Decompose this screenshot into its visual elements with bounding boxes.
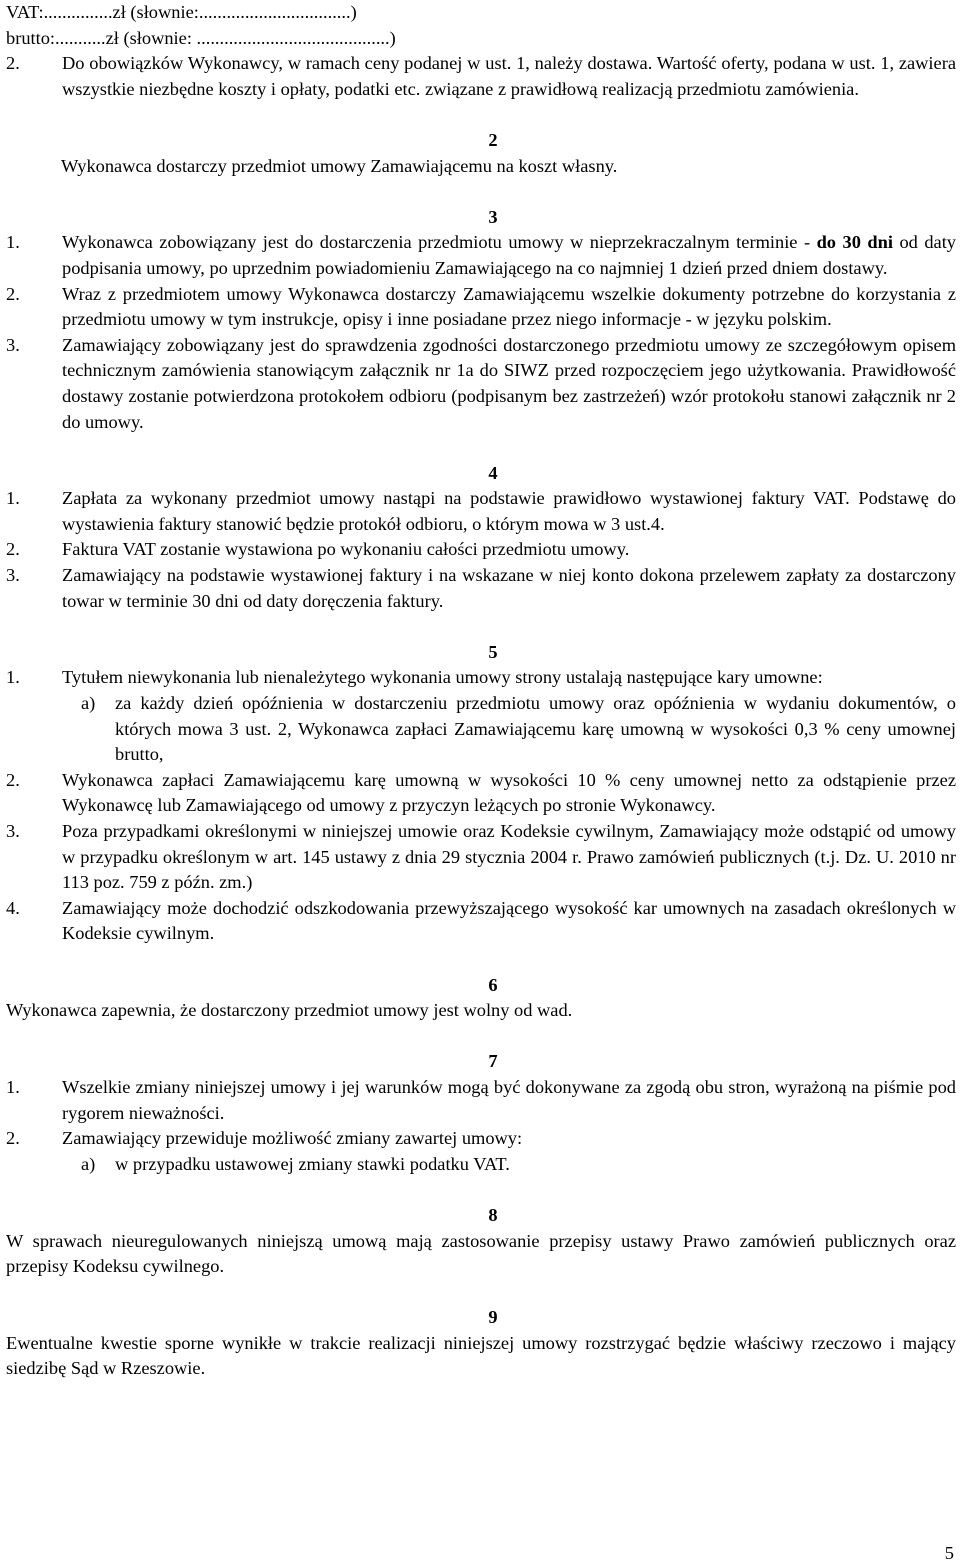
section-9-text: Ewentualne kwestie sporne wynikłe w trakcie realizacji niniejszej umowy rozstrzygać będzie właściwy rzeczowo i mający siedzibę Sąd w Rzeszowie. [6,1332,956,1379]
document-page [6,0,956,1382]
s5-item-2: 2. Wykonawca zapłaci Zamawiającemu karę umowną w wysokości 10 % ceny umownej netto za odstąpienie przez Wykonawcę lub Zamawiającego od umowy z przyczyn leżących po stronie Wykonawcy. [6,769,956,816]
s5-item-3: 3. Poza przypadkami określonymi w niniejszej umowie oraz Kodeksie cywilnym, Zamawiający może odstąpić od umowy w przypadku określonym w art. 145 ustawy z dnia 29 stycznia 2004 r. Prawo zamówień publicznych (t.j. Dz. U. 2010 nr 113 poz. 759 z późn. zm.) [6,821,956,893]
s4-item-1: 1. Zapłata za wykonany przedmiot umowy nastąpi na podstawie prawidłowo wystawionej faktury VAT. Podstawę do wystawienia faktury stanowić będzie protokół odbioru, o którym mowa w 3 ust.4. [6,488,956,534]
section-2-heading: 2 [488,129,498,150]
page-number: 5 [944,1543,954,1564]
section-4-heading: 4 [488,462,498,483]
item-text: Do obowiązków Wykonawcy, w ramach ceny podanej w ust. 1, należy dostawa. Wartość oferty, podana w ust. 1, zawiera wszystkie niezbędne koszty i opłaty, podatki etc. związane z prawidłową realizacją przedmiotu zamówienia. [62,53,956,99]
section-7-heading: 7 [488,1051,498,1072]
s4-item-3: 3. Zamawiający na podstawie wystawionej faktury i na wskazane w niej konto dokona przelewem zapłaty za dostarczony towar w terminie 30 dni od daty doręczenia faktury. [6,565,956,611]
section-2-text: Wykonawca dostarczy przedmiot umowy Zamawiającemu na koszt własny. [61,155,618,176]
s3-item-2: 2. Wraz z przedmiotem umowy Wykonawca dostarczy Zamawiającemu wszelkie dokumenty potrzebne do korzystania z przedmiotu umowy w tym instrukcje, opisy i inne posiadane przez niego informacje - w języku polskim. [6,283,956,330]
s5-item-1-sub-a: a) za każdy dzień opóźnienia w dostarczeniu przedmiotu umowy oraz opóźnienia w wydaniu dokumentów, o których mowa 3 ust. 2, Wykonawca zapłaci Zamawiającemu karę umowną w wysokości 0,3 % ceny umownej brutto, [81,693,956,765]
s5-item-4: 4. Zamawiający może dochodzić odszkodowania przewyższającego wysokość kar umownych na zasadach określonych w Kodeksie cywilnym. [6,897,956,944]
s5-item-1: 1. Tytułem niewykonania lub nienależytego wykonania umowy strony ustalają następujące kary umowne: [6,667,823,688]
s3-item-3: 3. Zamawiający zobowiązany jest do sprawdzenia zgodności dostarczonego przedmiotu umowy ze szczegółowym opisem technicznym zamówienia stanowiącym załącznik nr 1a do SIWZ przed rozpoczęciem jego użytkowania. Prawidłowość dostawy zostanie potwierdzona protokołem odbioru (podpisanym bez zastrzeżeń) wzór protokołu stanowi załącznik nr 2 do umowy. [6,334,956,432]
deadline-bold: do 30 dni [816,232,893,253]
section-5-heading: 5 [488,641,498,662]
section-8-heading: 8 [488,1204,498,1225]
s7-item-1: 1. Wszelkie zmiany niniejszej umowy i jej warunków mogą być dokonywane za zgodą obu stron, wyrażoną na piśmie pod rygorem nieważności. [6,1076,956,1123]
section-3-heading: 3 [488,206,498,227]
s4-item-2: 2. Faktura VAT zostanie wystawiona po wykonaniu całości przedmiotu umowy. [6,539,630,560]
brutto-line: brutto:...........zł (słownie: ..........................................) [6,27,396,48]
vat-line: VAT:...............zł (słownie:.................................) [6,2,357,22]
s7-item-2-sub-a: a) w przypadku ustawowej zmiany stawki podatku VAT. [81,1153,510,1174]
item-number: 2. [6,53,20,74]
section-6-text: Wykonawca zapewnia, że dostarczony przedmiot umowy jest wolny od wad. [6,1000,573,1021]
section-9-heading: 9 [488,1307,498,1328]
section-8-text: W sprawach nieuregulowanych niniejszą umową mają zastosowanie przepisy ustawy Prawo zamówień publicznych oraz przepisy Kodeksu cywilnego. [6,1230,956,1277]
s3-item-1: 1. Wykonawca zobowiązany jest do dostarczenia przedmiotu umowy w nieprzekraczalnym terminie - do 30 dni od daty podpisania umowy, po uprzednim powiadomieniu Zamawiającego na co najmniej 1 dzień przed dniem dostawy. [6,232,956,278]
s1-item-2 [6,51,956,102]
section-6-heading: 6 [488,974,498,995]
s7-item-2: 2. Zamawiający przewiduje możliwość zmiany zawartej umowy: [6,1128,523,1149]
